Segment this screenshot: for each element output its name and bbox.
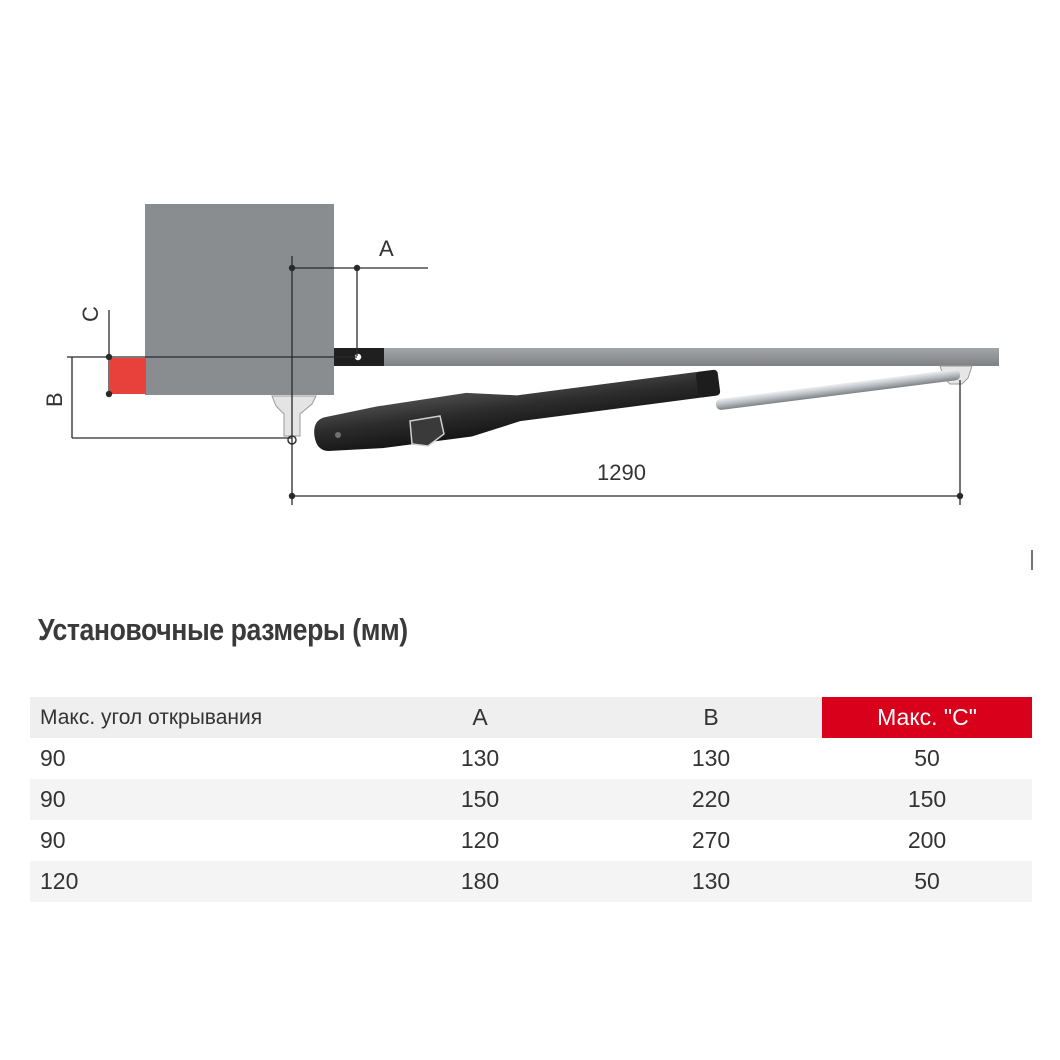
header-max-c: Макс. "C" bbox=[822, 697, 1032, 738]
cell-b: 220 bbox=[691, 786, 731, 812]
release-lock-icon bbox=[410, 416, 444, 446]
cell-angle: 90 bbox=[40, 827, 66, 853]
table-row bbox=[30, 738, 1032, 779]
gate-leaf bbox=[334, 348, 999, 366]
operator-body bbox=[311, 360, 721, 456]
cell-a: 130 bbox=[460, 745, 500, 771]
dim-label-b: B bbox=[42, 392, 67, 407]
motor-end-cap bbox=[335, 432, 341, 438]
header-b: B bbox=[703, 704, 719, 730]
table-row bbox=[30, 779, 1032, 820]
cell-angle: 90 bbox=[40, 745, 66, 771]
cell-c: 150 bbox=[907, 786, 947, 812]
header-max-angle: Макс. угол открывания bbox=[40, 705, 263, 729]
dim-label-c: C bbox=[78, 306, 103, 322]
dim-label-length: 1290 bbox=[597, 460, 646, 485]
piston-rod bbox=[715, 369, 960, 411]
cell-a: 150 bbox=[460, 786, 500, 812]
cell-angle: 90 bbox=[40, 786, 66, 812]
header-a: A bbox=[472, 704, 488, 730]
pillar-bracket bbox=[272, 396, 316, 436]
pillar bbox=[145, 204, 334, 395]
dim-label-a: A bbox=[379, 236, 394, 261]
cell-b: 130 bbox=[691, 868, 731, 894]
cell-angle: 120 bbox=[40, 868, 79, 894]
cell-c: 200 bbox=[907, 827, 947, 853]
clearance-zone-c bbox=[110, 358, 146, 394]
cell-a: 120 bbox=[460, 827, 500, 853]
cell-c: 50 bbox=[914, 745, 940, 771]
table-row bbox=[30, 861, 1032, 902]
table-header-row bbox=[30, 697, 1032, 738]
cell-b: 130 bbox=[691, 745, 731, 771]
cell-b: 270 bbox=[691, 827, 731, 853]
cell-a: 180 bbox=[460, 868, 500, 894]
table-row bbox=[30, 820, 1032, 861]
installation-dimensions-table bbox=[30, 697, 1032, 902]
cell-c: 50 bbox=[914, 868, 940, 894]
section-title: Установочные размеры (мм) bbox=[38, 612, 408, 647]
